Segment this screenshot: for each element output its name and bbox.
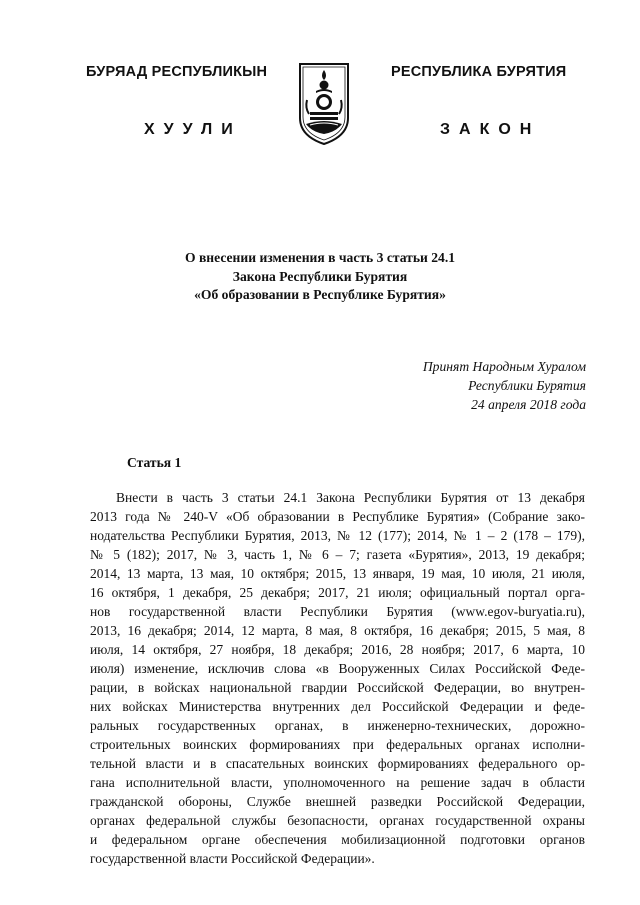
body-line: 2014, 13 марта, 13 мая, 10 октября; 2015, 13 января, 19 мая, 10 июля, 21 июля, [90,566,585,581]
header-right-bottom: ЗАКОН [440,121,541,138]
body-line: июля, 14 октября, 27 ноября, 18 декабря; 2016, 28 ноября; 2017, 6 марта, 10 [90,642,585,657]
coat-of-arms-icon [296,60,352,146]
body-line: гражданской обороны, Службе внешней разведки Российской Федерации, [90,794,585,809]
body-line: июля) изменение, исключив слова «в Вооруженных Силах Российской Феде- [90,661,585,676]
body-line: них войсках Министерства внутренних дел Российской Федерации и феде- [90,699,585,714]
title-line: «Об образовании в Республике Бурятия» [194,287,446,302]
title-line: О внесении изменения в часть 3 статьи 24.1 [184,250,456,265]
body-line: гана исполнительной власти, уполномоченного на решение задач в области [90,775,585,790]
body-line: строительных воинских формированиях при федеральных органах исполни- [90,737,585,752]
header-left-bottom: ХУУЛИ [144,121,242,138]
header-left-top: БУРЯАД РЕСПУБЛИКЫН [86,64,268,80]
body-line: № 5 (182); 2017, № 3, часть 1, № 6 – 7; газета «Бурятия», 2013, 19 декабря; [90,547,585,562]
adoption-line: 24 апреля 2018 года [471,397,586,412]
body-line: рации, в войсках национальной гвардии Российской Федерации, во внутрен- [90,680,585,695]
adoption-line: Принят Народным Хуралом [422,359,586,374]
adoption-line: Республики Бурятия [468,378,586,393]
article-body [90,488,585,868]
body-line: ральных государственных органах, в инженерно-технических, дорожно- [90,718,585,733]
article-heading: Статья 1 [127,455,182,470]
body-line: Внести в часть 3 статьи 24.1 Закона Республики Бурятия от 13 декабря [116,490,585,505]
title-line: Закона Республики Бурятия [232,268,408,284]
header-right-top: РЕСПУБЛИКА БУРЯТИЯ [391,64,567,80]
law-title [130,249,510,305]
body-line: тельной власти и в спасательных воинских формированиях федерального ор- [90,756,585,771]
body-line: органах федеральной службы безопасности, органах государственной охраны [90,813,585,828]
adoption-note [423,357,586,414]
body-line: государственной власти Российской Федерации». [90,851,375,866]
body-line: 2013 года № 240-V «Об образовании в Республике Бурятия» (Собрание зако- [90,509,585,524]
body-line: нодательства Республики Бурятия, 2013, № 12 (177); 2014, № 1 – 2 (178 – 179), [90,528,585,543]
body-line: 2013, 16 декабря; 2014, 12 марта, 8 мая, 8 октября, 16 декабря; 2015, 5 мая, 8 [90,623,585,638]
body-line: нов государственной власти Республики Бурятия (www.egov-buryatia.ru), [90,604,585,619]
body-line: и федеральном органе обеспечения мобилизационной подготовки органов [90,832,585,847]
body-line: 16 октября, 1 декабря, 25 декабря; 2017, 21 июля; официальный портал орга- [90,585,585,600]
